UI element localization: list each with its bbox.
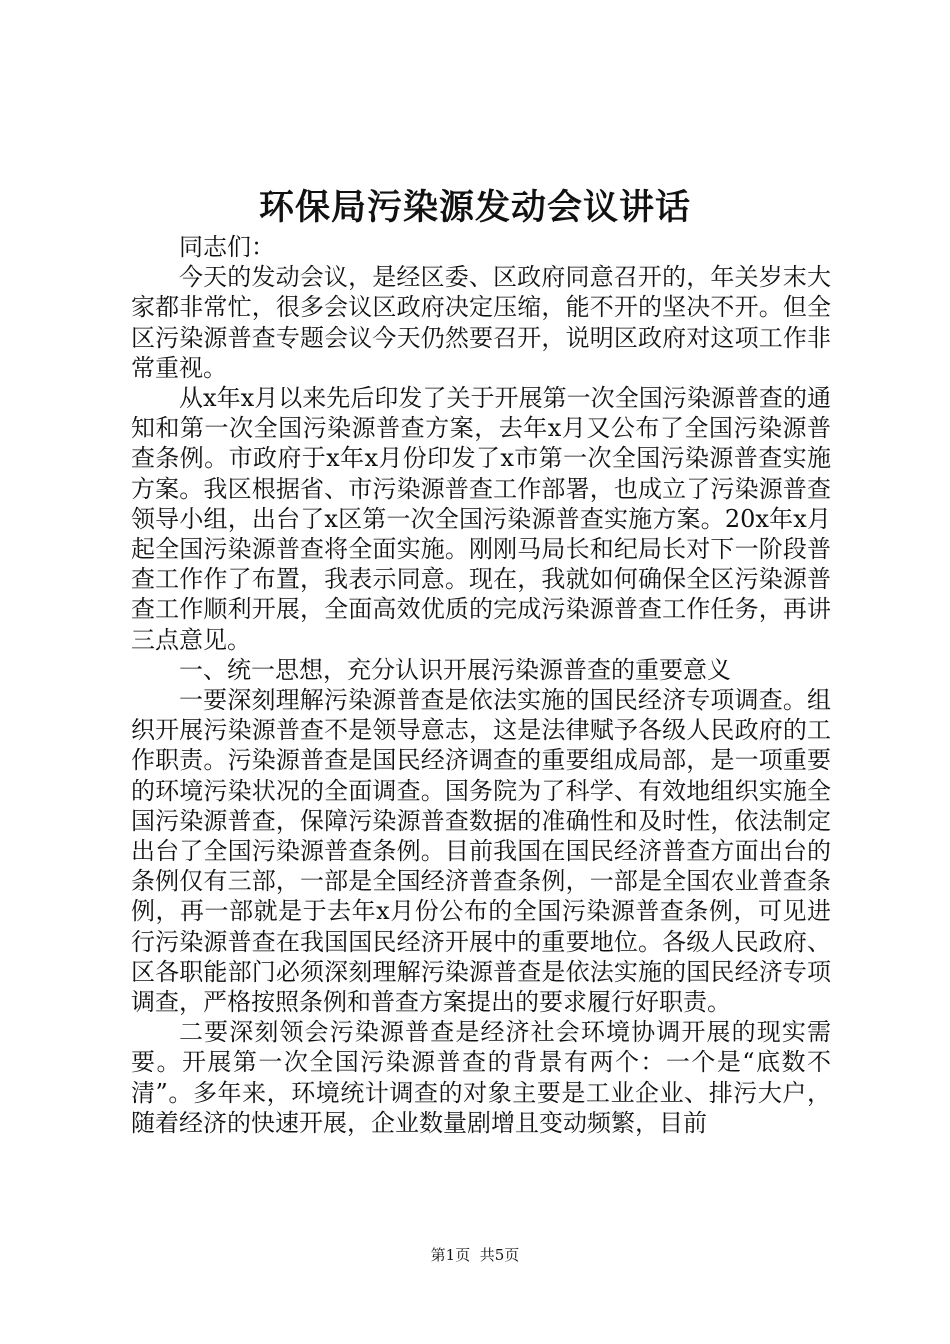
- page-total: 共5页: [479, 1246, 520, 1264]
- section-heading: 一、统一思想，充分认识开展污染源普查的重要意义: [179, 655, 731, 684]
- body-paragraph: 一要深刻理解污染源普查是依法实施的国民经济专项调查。组织开展污染源普查不是领导意志，这是法律赋予各级人民政府的工作职责。污染源普查是国民经济调查的重要组成局部，是一项重要的环境污染状况的全面调查。国务院为了科学、有效地组织实施全国污染源普查，保障污染源普查数据的准确性和及时性，依法制定出台了全国污染源普查条例。目前我国在国民经济普查方面出台的条例仅有三部，一部是全国经济普查条例，一部是全国农业普查条例，再一部就是于去年x月份公布的全国污染源普查条例，可见进行污染源普查在我国国民经济开展中的重要地位。各级人民政府、区各职能部门必须深刻理解污染源普查是依法实施的国民经济专项调查，严格按照条例和普查方案提出的要求履行好职责。: [131, 686, 831, 1017]
- page-number: 第1页: [430, 1246, 471, 1264]
- page-footer: [0, 1245, 950, 1265]
- document-title: 环保局污染源发动会议讲话: [258, 187, 691, 228]
- body-paragraph: 今天的发动会议，是经区委、区政府同意召开的，年关岁末大家都非常忙，很多会议区政府决定压缩，能不开的坚决不开。但全区污染源普查专题会议今天仍然要召开，说明区政府对这项工作非常重视。: [131, 263, 831, 382]
- body-paragraph: 二要深刻领会污染源普查是经济社会环境协调开展的现实需要。开展第一次全国污染源普查的背景有两个：一个是“底数不清”。多年来，环境统计调查的对象主要是工业企业、排污大户，随着经济的快速开展，企业数量剧增且变动频繁，目前: [131, 1018, 831, 1137]
- document-body: [131, 232, 831, 1138]
- body-paragraph: 从x年x月以来先后印发了关于开展第一次全国污染源普查的通知和第一次全国污染源普查方案，去年x月又公布了全国污染源普查条例。市政府于x年x月份印发了x市第一次全国污染源普查实施方案。我区根据省、市污染源普查工作部署，也成立了污染源普查领导小组，出台了x区第一次全国污染源普查实施方案。20x年x月起全国污染源普查将全面实施。刚刚马局长和纪局长对下一阶段普查工作作了布置，我表示同意。现在，我就如何确保全区污染源普查工作顺利开展，全面高效优质的完成污染源普查工作任务，再讲三点意见。: [131, 384, 831, 654]
- salutation-paragraph: 同志们：: [179, 233, 275, 261]
